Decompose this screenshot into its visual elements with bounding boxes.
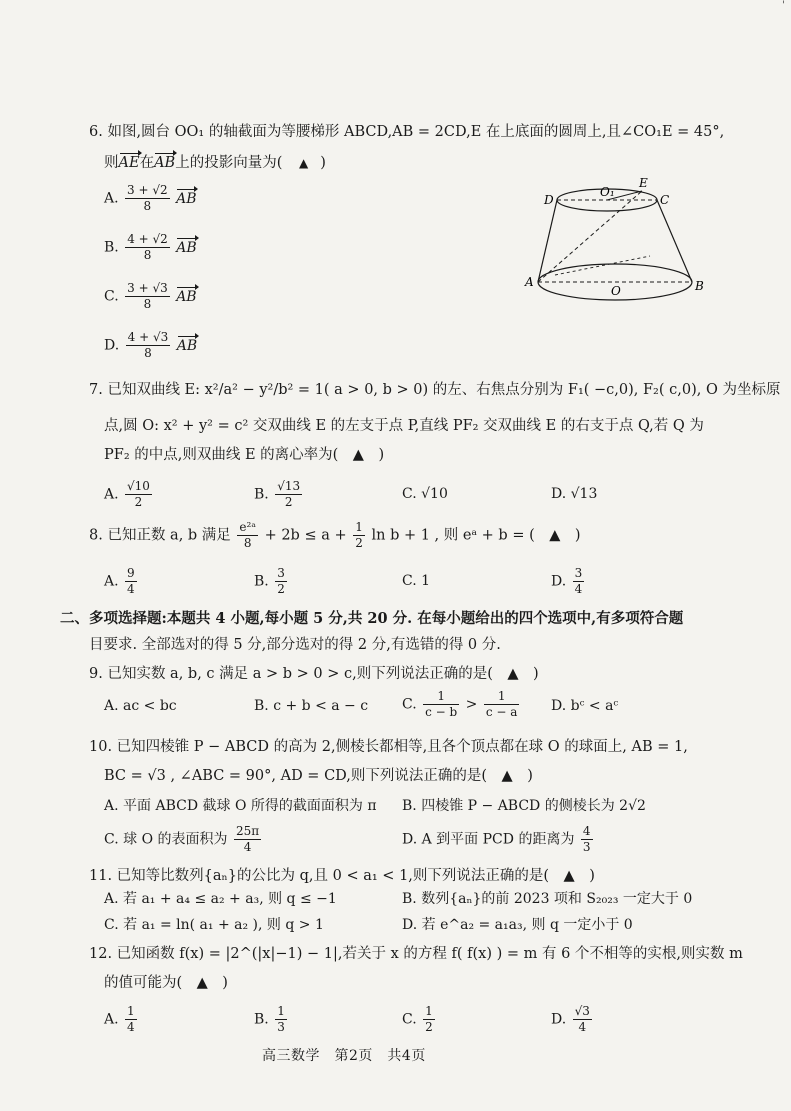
q12-option-a-letter: A. [104, 1011, 119, 1028]
q7-option-d [551, 486, 597, 502]
q8-option-d-den: 4 [574, 582, 583, 596]
q7-option-b-num: √13 [277, 479, 301, 493]
label-e: E [639, 176, 648, 190]
q6-line2-post: 上的投影向量为( [175, 155, 283, 171]
q10-option-d-den: 3 [582, 840, 591, 854]
q6-option-a-letter: A. [104, 190, 119, 207]
q7-option-b-letter: B. [254, 486, 269, 503]
label-o: O [611, 284, 621, 298]
right-slant-edge [657, 200, 692, 282]
q12-option-d-fraction [573, 1004, 592, 1035]
q7-option-a-den: 2 [134, 495, 143, 509]
q10-option-c-num: 25π [235, 824, 260, 838]
q8-option-b [254, 566, 289, 597]
q11-option-d: D. 若 e^a₂ = a₁a₃, 则 q 一定小于 0 [402, 917, 633, 933]
q6-option-a-den: 8 [143, 199, 152, 213]
q8-mid: + 2b ≤ a + [264, 527, 347, 544]
q6-answer-mark: ▲ [298, 156, 309, 170]
q9-option-c-letter: C. [402, 696, 417, 713]
q12-option-c [402, 1004, 437, 1035]
q12-option-b-den: 3 [277, 1020, 285, 1034]
page-edge-mark: ' [782, 0, 785, 11]
q7-option-d-letter: D. [551, 486, 567, 502]
q8-frac1-den: 8 [243, 536, 252, 550]
q9-option-c-frac2 [484, 689, 520, 720]
q9-option-c [402, 689, 521, 720]
q12-option-b-fraction [275, 1004, 287, 1035]
section2-instructions-line1: 二、多项选择题:本题共 4 小题,每小题 5 分,共 20 分. 在每小题给出的四个选项中,有多项符合题 [60, 610, 684, 627]
q12-option-a-num: 1 [127, 1004, 135, 1018]
q7-option-c-letter: C. [402, 486, 417, 502]
q8-option-a-letter: A. [104, 573, 119, 590]
q8-option-d [551, 566, 586, 597]
q6-option-c-vector: AB [176, 288, 197, 305]
q9-option-c-num1: 1 [423, 689, 459, 705]
q7-option-b-fraction [275, 479, 302, 510]
q8-frac1 [237, 520, 258, 551]
q8-post: ln b + 1 , 则 eᵃ + b = ( ▲ ) [371, 527, 581, 544]
q7-option-c-text: √10 [421, 486, 448, 502]
q6-option-d-letter: D. [104, 337, 120, 354]
q8-frac2 [353, 520, 365, 551]
q9-option-c-frac1 [423, 689, 459, 720]
q8-option-a-den: 4 [127, 582, 135, 596]
q6-option-a-num: 3 + √2 [127, 183, 168, 197]
q12-option-a-fraction [125, 1004, 137, 1035]
hidden-bottom-chord [555, 256, 650, 275]
q8-frac1-num: e²ᵃ [239, 520, 256, 534]
q11-option-b: B. 数列{aₙ}的前 2023 项和 S₂₀₂₃ 一定大于 0 [402, 891, 693, 907]
label-c: C [660, 193, 670, 207]
label-d: D [544, 193, 554, 207]
q8-stem [89, 520, 581, 551]
q9-option-b: B. c + b < a − c [254, 698, 369, 714]
q6-option-a [104, 183, 196, 214]
section2-instructions-line2: 目要求. 全部选对的得 5 分,部分选对的得 2 分,有选错的得 0 分. [89, 637, 501, 653]
q9-option-a: A. ac < bc [104, 698, 177, 714]
q9-option-d: D. bᶜ < aᶜ [551, 698, 619, 714]
q6-close-paren: ) [320, 155, 326, 171]
q6-vector-ae: AE [118, 155, 140, 171]
q6-option-c-den: 8 [143, 297, 152, 311]
q6-option-b-fraction [125, 232, 170, 263]
q11-option-a: A. 若 a₁ + a₄ ≤ a₂ + a₃, 则 q ≤ −1 [104, 891, 337, 907]
q12-option-d-letter: D. [551, 1011, 567, 1028]
q7-stem-line2: 点,圆 O: x² + y² = c² 交双曲线 E 的左支于点 P,直线 PF₂ 交双曲线 E 的右支于点 Q,若 Q 为 [104, 418, 704, 434]
q12-option-a [104, 1004, 139, 1035]
q6-option-d-fraction [126, 330, 171, 361]
q10-option-d [402, 824, 595, 855]
q7-stem-line1: 7. 已知双曲线 E: x²/a² − y²/b² = 1( a > 0, b > 0) 的左、右焦点分别为 F₁( −c,0), F₂( c,0), O 为坐标原 [89, 382, 781, 398]
q6-option-b-letter: B. [104, 239, 119, 256]
q6-option-c-num: 3 + √3 [127, 281, 168, 295]
label-b: B [695, 279, 704, 293]
q6-option-a-vector: AB [176, 190, 197, 207]
q10-option-c-fraction [234, 824, 261, 855]
q8-option-b-fraction [275, 566, 287, 597]
q6-line2-mid: 在 [139, 155, 155, 171]
q12-stem-line2: 的值可能为( ▲ ) [104, 975, 228, 991]
q8-option-d-num: 3 [574, 566, 583, 580]
q10-stem-line1: 10. 已知四棱锥 P − ABCD 的高为 2,侧棱长都相等,且各个顶点都在球 O 的球面上, AB = 1, [89, 739, 688, 755]
q6-option-b-num: 4 + √2 [127, 232, 168, 246]
q9-option-c-den1: c − b [425, 705, 458, 719]
q7-option-a [104, 479, 154, 510]
q12-option-c-letter: C. [402, 1011, 417, 1028]
q6-option-a-fraction [125, 183, 170, 214]
q6-option-c [104, 281, 197, 312]
q10-option-c [104, 824, 263, 855]
q6-option-d-vector: AB [176, 337, 198, 354]
q12-option-a-den: 4 [127, 1020, 135, 1034]
q6-option-d [104, 330, 197, 361]
q10-option-d-pre: D. A 到平面 PCD 的距离为 [402, 831, 575, 848]
q8-option-c-text: 1 [421, 573, 431, 589]
q12-option-b [254, 1004, 289, 1035]
q6-option-b-vector: AB [176, 239, 197, 256]
q12-option-c-den: 2 [425, 1020, 433, 1034]
q7-option-a-fraction [125, 479, 152, 510]
q8-option-b-num: 3 [277, 566, 285, 580]
q8-option-a-fraction [125, 566, 137, 597]
q8-pre: 8. 已知正数 a, b 满足 [89, 527, 231, 544]
q6-line2-pre: 则 [104, 155, 119, 171]
q12-option-d [551, 1004, 594, 1035]
q10-stem-line2: BC = √3 , ∠ABC = 90°, AD = CD,则下列说法正确的是( ▲ ) [104, 768, 533, 784]
q12-option-b-num: 1 [277, 1004, 285, 1018]
q12-option-d-den: 4 [578, 1020, 587, 1034]
q6-option-b-den: 8 [143, 248, 152, 262]
q9-option-c-den2: c − a [485, 705, 518, 719]
q6-option-d-den: 8 [144, 346, 152, 360]
q6-option-d-num: 4 + √3 [127, 330, 169, 344]
q9-option-c-gt: > [465, 696, 478, 713]
q7-option-b-den: 2 [284, 495, 293, 509]
q8-option-d-letter: D. [551, 573, 567, 590]
q8-option-d-fraction [573, 566, 585, 597]
q8-option-b-den: 2 [277, 582, 285, 596]
page-footer: 高三数学 第2页 共4页 [262, 1048, 426, 1064]
q7-option-d-text: √13 [570, 486, 598, 502]
q11-option-c: C. 若 a₁ = ln( a₁ + a₂ ), 则 q > 1 [104, 917, 324, 933]
q9-option-c-num2: 1 [484, 689, 520, 705]
q11-stem: 11. 已知等比数列{aₙ}的公比为 q,且 0 < a₁ < 1,则下列说法正确的是( ▲ ) [89, 868, 595, 884]
left-slant-edge [538, 200, 557, 282]
q12-option-c-num: 1 [425, 1004, 433, 1018]
q12-option-b-letter: B. [254, 1011, 269, 1028]
q7-option-a-letter: A. [104, 486, 119, 503]
frustum-figure [520, 172, 710, 302]
q8-option-c [402, 573, 430, 589]
q7-option-a-num: √10 [127, 479, 150, 493]
q7-option-b [254, 479, 304, 510]
q6-option-c-letter: C. [104, 288, 119, 305]
q10-option-d-num: 4 [582, 824, 591, 838]
q10-option-a: A. 平面 ABCD 截球 O 所得的截面面积为 π [104, 798, 377, 814]
q8-frac2-num: 1 [355, 520, 363, 534]
q6-vector-ab: AB [154, 155, 176, 171]
label-a: A [525, 275, 534, 289]
label-o1: O₁ [600, 185, 615, 199]
q10-option-b: B. 四棱锥 P − ABCD 的侧棱长为 2√2 [402, 798, 646, 814]
q12-option-d-num: √3 [574, 1004, 590, 1018]
q6-stem-line2 [104, 151, 326, 172]
q10-option-c-pre: C. 球 O 的表面积为 [104, 831, 228, 848]
q6-option-c-fraction [125, 281, 170, 312]
q6-option-b [104, 232, 197, 263]
q8-option-a [104, 566, 139, 597]
q8-frac2-den: 2 [355, 536, 363, 550]
q8-option-a-num: 9 [127, 566, 135, 580]
q6-stem-line1: 6. 如图,圆台 OO₁ 的轴截面为等腰梯形 ABCD,AB = 2CD,E 在上底面的圆周上,且∠CO₁E = 45°, [89, 124, 725, 140]
q7-option-c [402, 486, 448, 502]
q7-stem-line3: PF₂ 的中点,则双曲线 E 的离心率为( ▲ ) [104, 447, 385, 463]
q9-stem: 9. 已知实数 a, b, c 满足 a > b > 0 > c,则下列说法正确的是( ▲ ) [89, 666, 539, 682]
q12-stem-line1: 12. 已知函数 f(x) = |2^(|x|−1) − 1|,若关于 x 的方程 f( f(x) ) = m 有 6 个不相等的实根,则实数 m [89, 946, 743, 962]
q8-option-b-letter: B. [254, 573, 269, 590]
q10-option-c-den: 4 [243, 840, 252, 854]
q8-option-c-letter: C. [402, 573, 417, 589]
q10-option-d-fraction [581, 824, 593, 855]
q12-option-c-fraction [423, 1004, 435, 1035]
